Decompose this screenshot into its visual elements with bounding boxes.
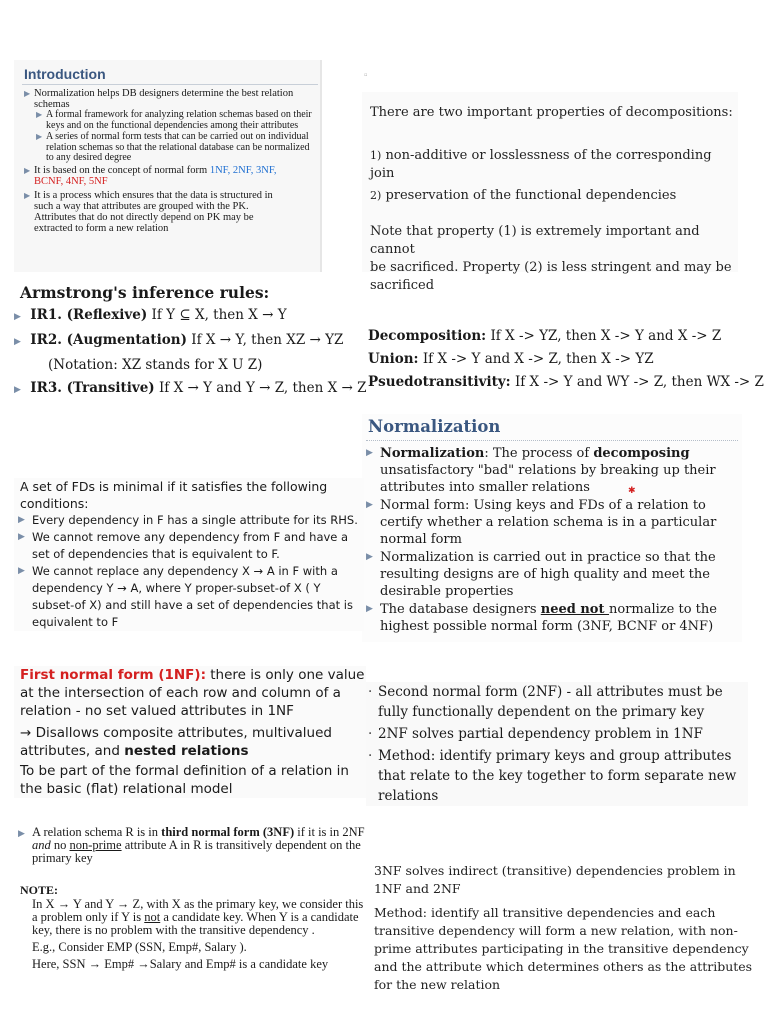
decomposition-note: Note that property (1) is extremely important and cannot be sacrificed. Property (2) is less stringent and may be sacrificed	[370, 224, 732, 293]
triangle-bullet-icon: ▶	[18, 515, 25, 525]
intro-sub-2: ▶ A series of normal form tests that can be carried out on individual relation schemas so that the relational database can be normalized to any desired degree	[36, 131, 310, 164]
triangle-bullet-icon: ▶	[366, 448, 373, 458]
triangle-bullet-icon: ▶	[24, 165, 31, 175]
triangle-bullet-icon: ▶	[36, 110, 43, 119]
triangle-bullet-icon: ▶	[366, 604, 373, 614]
triangle-bullet-icon: ▶	[14, 312, 21, 322]
triangle-bullet-icon: ▶	[24, 190, 31, 200]
normal-forms-red: BCNF, 4NF, 5NF	[34, 175, 108, 187]
triangle-bullet-icon: ▶	[18, 532, 25, 542]
normalization-panel	[362, 414, 742, 642]
intro-sub-1: ▶ A formal framework for analyzing relation schemas based on their keys and on the functional dependencies among their attributes	[36, 109, 312, 131]
third-normal-form-method	[374, 862, 754, 994]
minimal-item-2: ▶ We cannot remove any dependency from F and have a set of dependencies that is equivalent to F.	[18, 530, 349, 561]
normalization-item-2: ▶ Normal form: Using keys and FDs of a relation to certify whether a relation schema is in a particular normal form	[366, 498, 717, 547]
decomposition-heading: There are two important properties of decompositions:	[370, 105, 733, 120]
decomposition-panel	[362, 92, 738, 293]
rule-union: Union: If X -> Y and X -> Z, then X -> YZ	[368, 351, 654, 367]
introduction-panel	[14, 60, 322, 272]
normalization-item-4: ▶ The database designers need not normalize to the highest possible normal form (3NF, BCNF or 4NF)	[366, 602, 717, 634]
armstrong-rules	[14, 282, 367, 402]
divider	[22, 84, 318, 85]
rule-decomposition: Decomposition: If X -> YZ, then X -> Y and X -> Z	[368, 328, 722, 344]
nf3-solves: 3NF solves indirect (transitive) dependencies problem in 1NF and 2NF	[374, 863, 736, 896]
additional-rules	[368, 325, 763, 394]
normalization-title: Normalization	[368, 417, 501, 436]
rule-ir3: ▶ IR3. (Transitive) If X → Y and Y → Z, then X → Z	[14, 377, 364, 402]
nf3-definition: ▶ A relation schema R is in third normal form (3NF) if it is in 2NF and no non-prime attribute A in R is transitively dependent on the primary key	[18, 825, 365, 865]
bullet-dot-icon: ·	[368, 748, 373, 764]
normalization-item-1: ▶ Normalization: The process of decomposing unsatisfactory "bad" relations by breaking up their attributes into smaller relations	[366, 446, 716, 495]
triangle-bullet-icon: ▶	[14, 385, 21, 395]
property-1: 1) non-additive or losslessness of the corresponding join	[370, 148, 712, 181]
rule-pseudotransitivity: Psuedotransitivity: If X -> Y and WY -> Z, then WX -> Z	[368, 374, 764, 390]
second-normal-form	[366, 682, 748, 806]
intro-bullet-1: ▶ Normalization helps DB designers determine the best relation schemas	[24, 88, 294, 110]
third-normal-form	[14, 826, 368, 971]
property-2: 2) preservation of the functional dependencies	[370, 188, 677, 203]
introduction-title: Introduction	[24, 66, 106, 82]
note-2: E.g., Consider EMP (SSN, Emp#, Salary ).	[32, 940, 247, 954]
nf1-disallows: → Disallows composite attributes, multivalued attributes, and nested relations	[20, 725, 332, 759]
minimal-item-1: ▶ Every dependency in F has a single attribute for its RHS.	[18, 513, 358, 527]
nf1-flat-model: To be part of the formal definition of a relation in the basic (flat) relational model	[20, 763, 349, 797]
minimal-title: A set of FDs is minimal if it satisfies the following conditions:	[20, 479, 328, 511]
rule-ir2: ▶ IR2. (Augmentation) If X → Y, then XZ → YZ	[14, 329, 364, 354]
triangle-bullet-icon: ▶	[366, 552, 373, 562]
bullet-dot-icon: ·	[368, 684, 373, 700]
rule-ir2-note: (Notation: XZ stands for X U Z)	[48, 357, 263, 373]
rule-ir1: ▶ IR1. (Reflexive) If Y ⊆ X, then X → Y	[14, 304, 364, 329]
note-1: In X → Y and Y → Z, with X as the primary key, we consider this a problem only if Y is not a candidate key. When Y is a candidate key, there is no problem with the transitive dependency .	[32, 897, 364, 937]
triangle-bullet-icon: ▶	[14, 337, 21, 347]
nf2-line-1: · Second normal form (2NF) - all attributes must be fully functionally dependent on the primary key	[368, 684, 723, 720]
slide-marker: ▫	[364, 72, 368, 78]
intro-bullet-3: ▶ It is a process which ensures that the data is structured in such a way that attributes are grouped with the PK. Attributes that do not directly depend on PK may be extracted to form a new relation	[24, 189, 273, 234]
nf2-line-2: · 2NF solves partial dependency problem in 1NF	[368, 726, 703, 742]
triangle-bullet-icon: ▶	[36, 132, 43, 142]
nf1-definition: First normal form (1NF): there is only one value at the intersection of each row and column of a relation - no set valued attributes in 1NF	[20, 667, 365, 719]
divider	[366, 440, 738, 441]
triangle-bullet-icon: ▶	[366, 500, 373, 510]
normal-forms-blue: 1NF, 2NF, 3NF,	[209, 164, 277, 176]
bullet-dot-icon: ·	[368, 726, 373, 742]
triangle-bullet-icon: ▶	[18, 566, 25, 576]
nf3-method: Method: identify all transitive dependencies and each transitive dependency will form a new relation, with non-prime attributes participating in the transitive dependency and the attribute which determines others as the attributes for the new relation	[374, 905, 753, 992]
intro-bullet-2: ▶ It is based on the concept of normal form 1NF, 2NF, 3NF, BCNF, 4NF, 5NF	[24, 164, 277, 187]
minimal-item-3: ▶ We cannot replace any dependency X → A in F with a dependency Y → A, where Y proper-subset-of X ( Y subset-of X) and still have a set of dependencies that is equivalent to F	[18, 564, 353, 629]
armstrong-title: Armstrong's inference rules:	[20, 283, 270, 302]
note-3: Here, SSN → Emp# →Salary and Emp# is a candidate key	[32, 957, 329, 971]
red-marker-icon: ✱	[628, 486, 636, 496]
triangle-bullet-icon: ▶	[24, 89, 31, 98]
note-title: NOTE:	[20, 883, 59, 897]
minimal-fd-set	[14, 478, 364, 631]
triangle-bullet-icon: ▶	[18, 828, 25, 838]
nf2-line-3: · Method: identify primary keys and group attributes that relate to the key together to form separate new relations	[368, 748, 737, 804]
normalization-item-3: ▶ Normalization is carried out in practice so that the resulting designs are of high quality and meet the desirable properties	[366, 550, 716, 599]
first-normal-form	[14, 666, 366, 798]
